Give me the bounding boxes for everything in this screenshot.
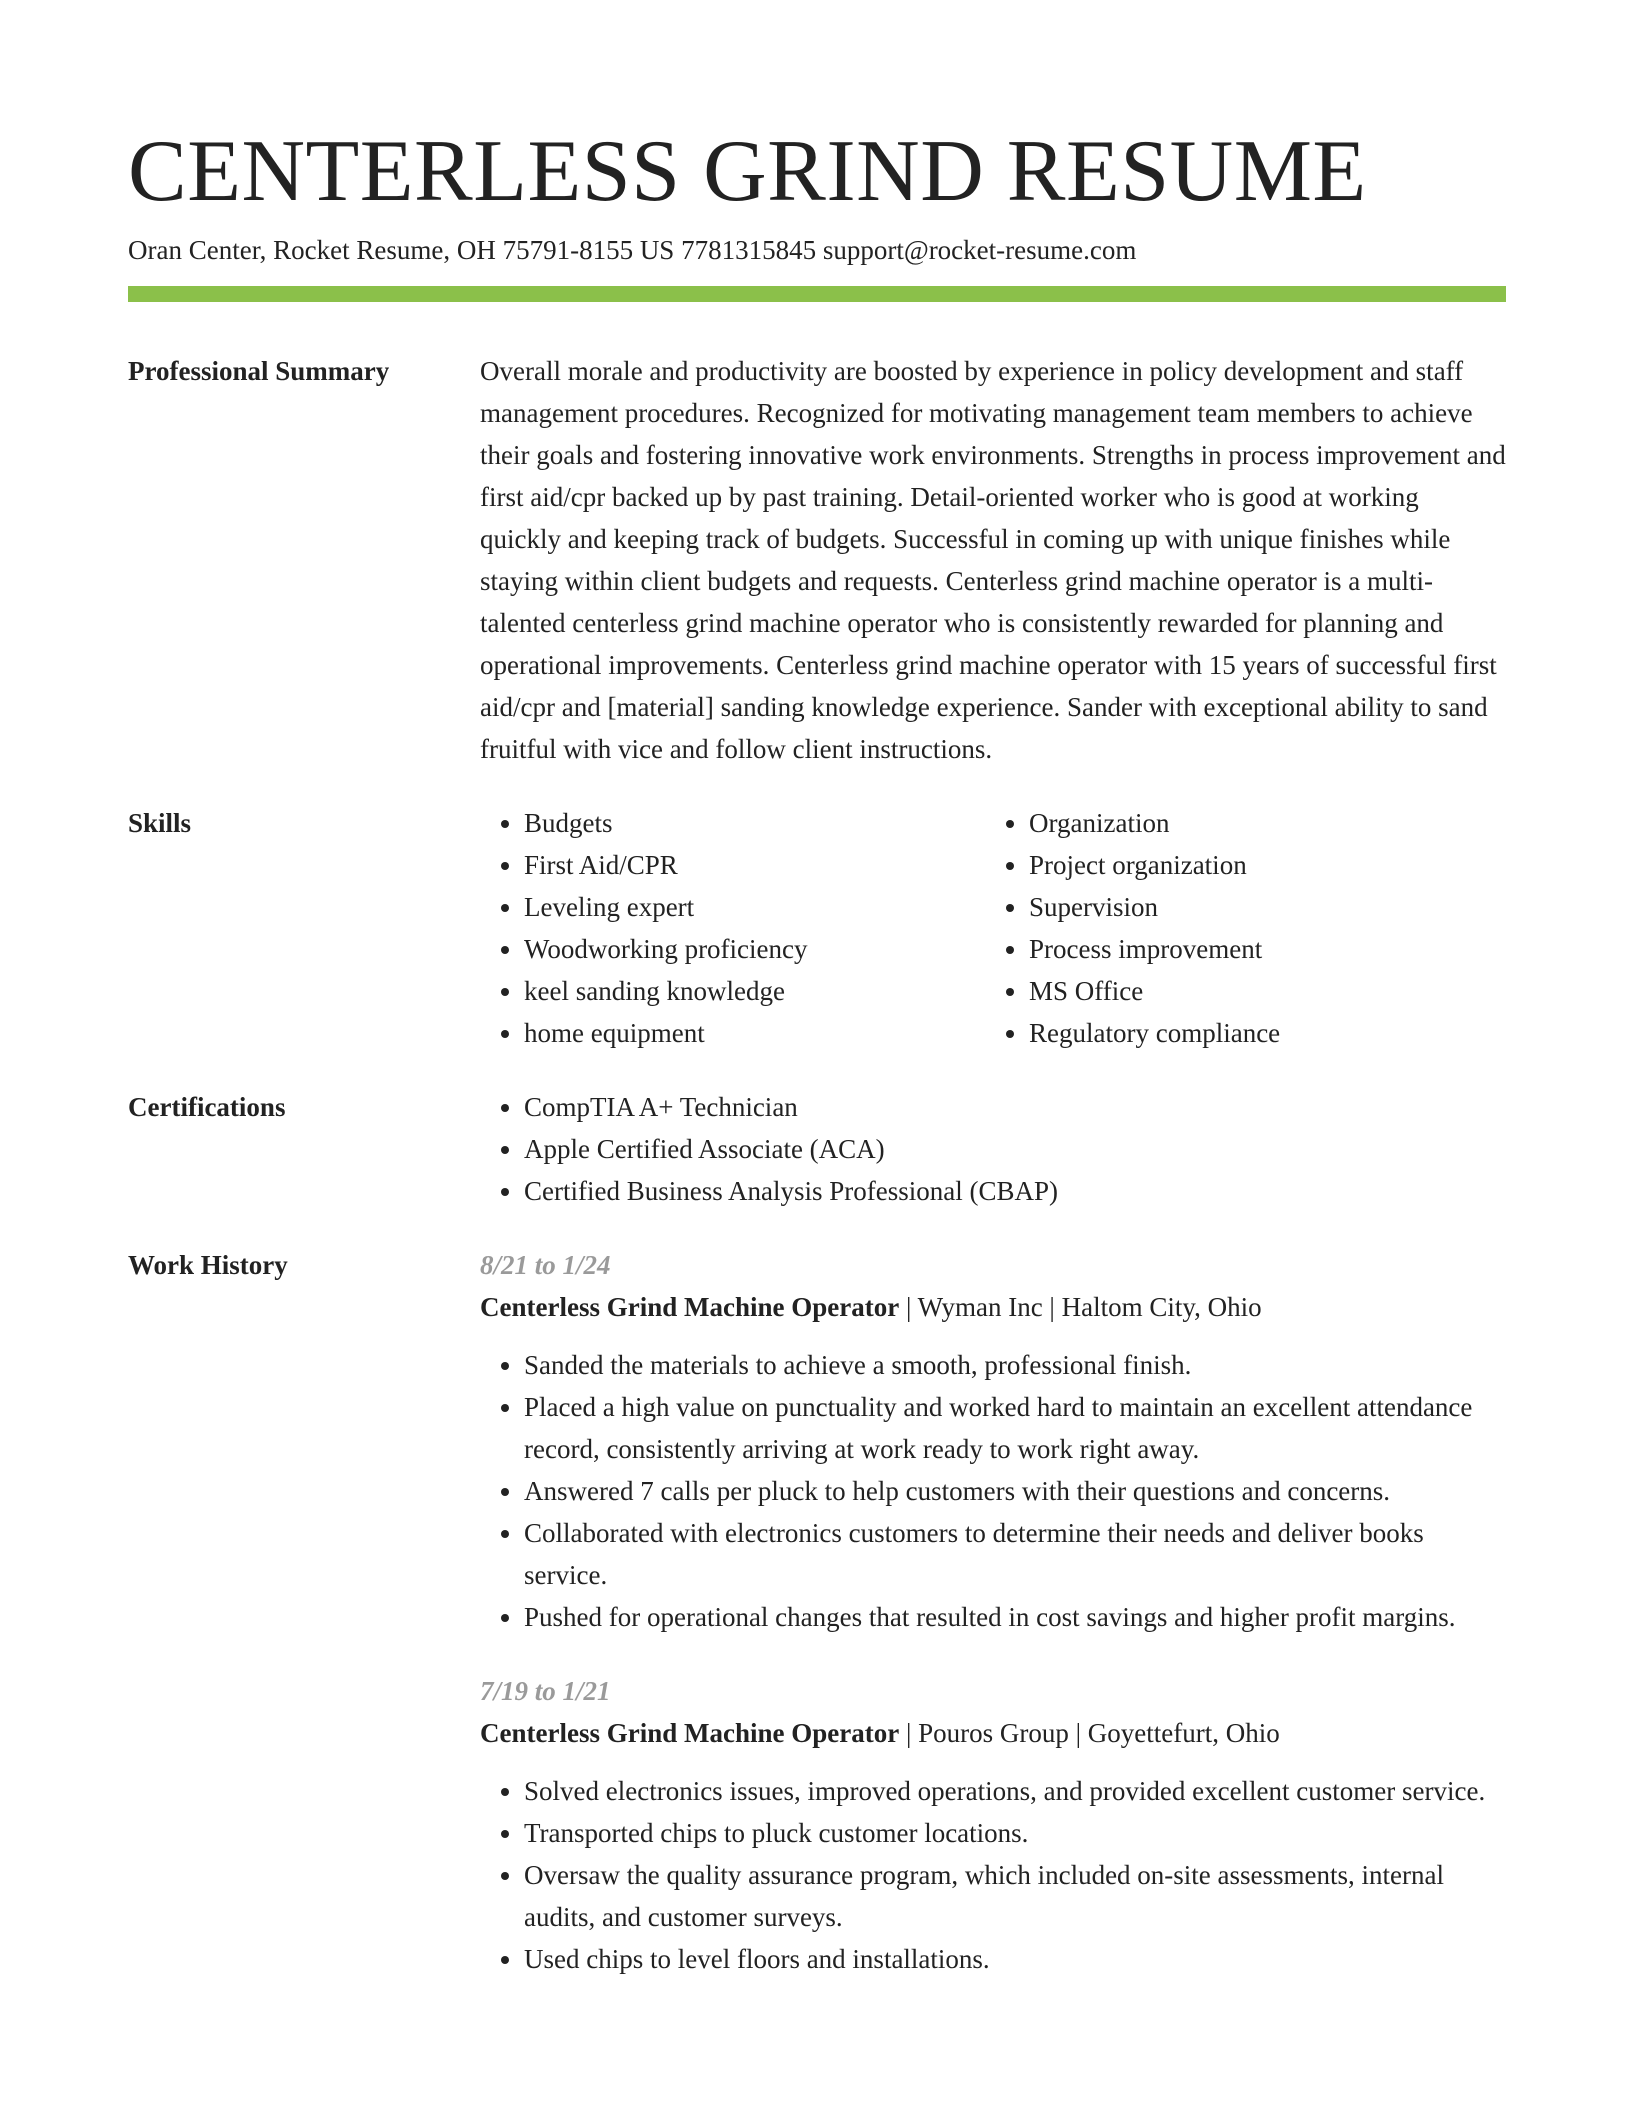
skill-item: • Organization [1029,802,1490,844]
summary-text: Overall morale and productivity are boosted by experience in policy development and staff management procedures. Recognized for motivating management team members to achieve their goals and fostering innovative work environments. Strengths in process improvement and first aid/cpr backed up by past training. Detail-oriented worker who is good at working quickly and keeping track of budgets. Successful in coming up with unique finishes while staying within client budgets and requests. Centerless grind machine operator is a multi-talented centerless grind machine operator who is consistently rewarded for planning and operational improvements. Centerless grind machine operator with 15 years of successful first aid/cpr and [material] sanding knowledge experience. Sander with exceptional ability to sand fruitful with vice and follow client instructions. [480,356,1506,764]
section-label-skills: Skills [128,808,192,838]
section-skills [128,802,1506,1054]
skill-item: • Regulatory compliance [1029,1012,1490,1054]
job-details: | Wyman Inc | Haltom City, Ohio [899,1292,1262,1322]
job-bullet: • Transported chips to pluck customer locations. [524,1812,1506,1854]
job-date: 7/19 to 1/21 [480,1676,611,1706]
job-bullet: • Collaborated with electronics customers to determine their needs and deliver books service. [524,1512,1506,1596]
job-heading [480,1286,1506,1328]
job-bullet: • Used chips to level floors and installations. [524,1938,1506,1980]
section-work-history [128,1244,1506,1980]
skill-item: • First Aid/CPR [524,844,985,886]
certification-item: • Certified Business Analysis Professional (CBAP) [524,1170,1506,1212]
header-divider [128,286,1506,302]
job-bullet: • Answered 7 calls per pluck to help customers with their questions and concerns. [524,1470,1506,1512]
skill-item: • Woodworking proficiency [524,928,985,970]
skills-list-right [985,802,1490,1054]
job-title: Centerless Grind Machine Operator [480,1292,900,1322]
certifications-list [480,1086,1506,1212]
section-summary [128,350,1506,770]
skill-item: • Budgets [524,802,985,844]
skill-item: • Leveling expert [524,886,985,928]
resume-title: CENTERLESS GRIND RESUME [128,123,1367,220]
skill-item: • Project organization [1029,844,1490,886]
job-bullet: • Solved electronics issues, improved operations, and provided excellent customer service. [524,1770,1506,1812]
job-bullets [480,1770,1506,1980]
job-date: 8/21 to 1/24 [480,1250,611,1280]
skill-item: • Supervision [1029,886,1490,928]
job-bullet: • Placed a high value on punctuality and worked hard to maintain an excellent attendance record, consistently arriving at work ready to work right away. [524,1386,1506,1470]
certifications-body [480,1086,1506,1212]
job-entry [480,1244,1506,1638]
work-history-body [480,1244,1506,1980]
skills-body [480,802,1506,1054]
job-heading [480,1712,1506,1754]
certification-item: • Apple Certified Associate (ACA) [524,1128,1506,1170]
skill-item: • keel sanding knowledge [524,970,985,1012]
job-entry [480,1670,1506,1980]
job-bullet: • Oversaw the quality assurance program, which included on-site assessments, internal audits, and customer surveys. [524,1854,1506,1938]
skill-item: • MS Office [1029,970,1490,1012]
section-label-certifications: Certifications [128,1092,286,1122]
skills-list-left [480,802,985,1054]
job-title: Centerless Grind Machine Operator [480,1718,900,1748]
job-bullets [480,1344,1506,1638]
job-bullet: • Sanded the materials to achieve a smooth, professional finish. [524,1344,1506,1386]
summary-body [480,350,1506,770]
section-label-summary: Professional Summary [128,356,390,386]
skill-item: • Process improvement [1029,928,1490,970]
certification-item: • CompTIA A+ Technician [524,1086,1506,1128]
skill-item: • home equipment [524,1012,985,1054]
job-details: | Pouros Group | Goyettefurt, Ohio [899,1718,1280,1748]
skills-grid [480,802,1506,1054]
section-certifications [128,1086,1506,1212]
job-bullet: • Pushed for operational changes that resulted in cost savings and higher profit margins. [524,1596,1506,1638]
resume-content [128,350,1506,1980]
section-label-work-history: Work History [128,1250,288,1280]
contact-line: Oran Center, Rocket Resume, OH 75791-8155 US 7781315845 support@rocket-resume.com [128,235,1137,265]
